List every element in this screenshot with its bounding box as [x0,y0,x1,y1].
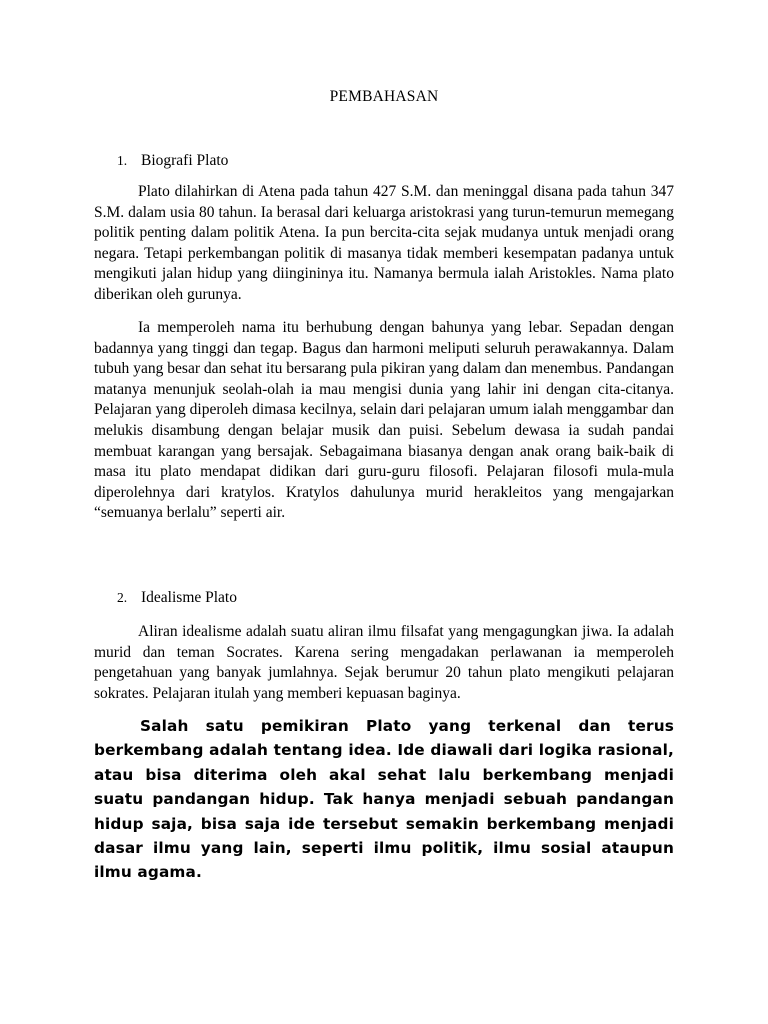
paragraph: Aliran idealisme adalah suatu aliran ilmu filsafat yang mengagungkan jiwa. Ia adalah murid dan teman Socrates. Karena sering mengadakan perlawanan ia memperoleh pengetahuan yang banyak jumlahnya. Sejak berumur 20 tahun plato mengikuti pelajaran sokrates. Pelajaran itulah yang memberi kepuasan baginya. [94,623,674,702]
section-heading-text: Idealisme Plato [141,589,237,606]
section-number: 2. [117,590,128,605]
paragraph-bold: Salah satu pemikiran Plato yang terkenal dan terus berkembang adalah tentang idea. Ide diawali dari logika rasional, atau bisa diterima oleh akal sehat lalu berkembang menjadi suatu pandangan hidup. Tak hanya menjadi sebuah pandangan hidup saja, bisa saja ide tersebut semakin berkembang menjadi dasar ilmu yang lain, seperti ilmu politik, ilmu sosial ataupun ilmu agama. [94,717,674,882]
section-number: 1. [117,153,128,168]
page-title: PEMBAHASAN [329,88,439,105]
section-heading-text: Biografi Plato [141,152,229,169]
section-heading-idealisme [117,588,237,608]
section-heading-biografi [117,151,228,171]
paragraph: Plato dilahirkan di Atena pada tahun 427 S.M. dan meninggal disana pada tahun 347 S.M. dalam usia 80 tahun. Ia berasal dari keluarga aristokrasi yang turun-temurun memegang politik penting dalam politik Atena. Ia pun bercita-cita sejak mudanya untuk menjadi orang negara. Tetapi perkembangan politik di masanya tidak memberi kesempatan padanya untuk mengikuti jalan hidup yang diingininya itu. Namanya bermula ialah Aristokles. Nama plato diberikan oleh gurunya. [94,183,674,303]
paragraph: Ia memperoleh nama itu berhubung dengan bahunya yang lebar. Sepadan dengan badannya yang tinggi dan tegap. Bagus dan harmoni meliputi seluruh perawakannya. Dalam tubuh yang besar dan sehat itu bersarang pula pikiran yang dalam dan menembus. Pandangan matanya menunjuk seolah-olah ia mau mengisi dunia yang lahir ini dengan cita-citanya. Pelajaran yang diperoleh dimasa kecilnya, selain dari pelajaran umum ialah menggambar dan melukis disambung dengan belajar musik dan puisi. Sebelum dewasa ia sudah pandai membuat karangan yang bersajak. Sebagaimana biasanya dengan anak orang baik-baik di masa itu plato mendapat didikan dari guru-guru filosofi. Pelajaran filosofi mula-mula diperolehnya dari kratylos. Kratylos dahulunya murid herakleitos yang mengajarkan “semuanya berlalu” seperti air. [94,319,674,522]
